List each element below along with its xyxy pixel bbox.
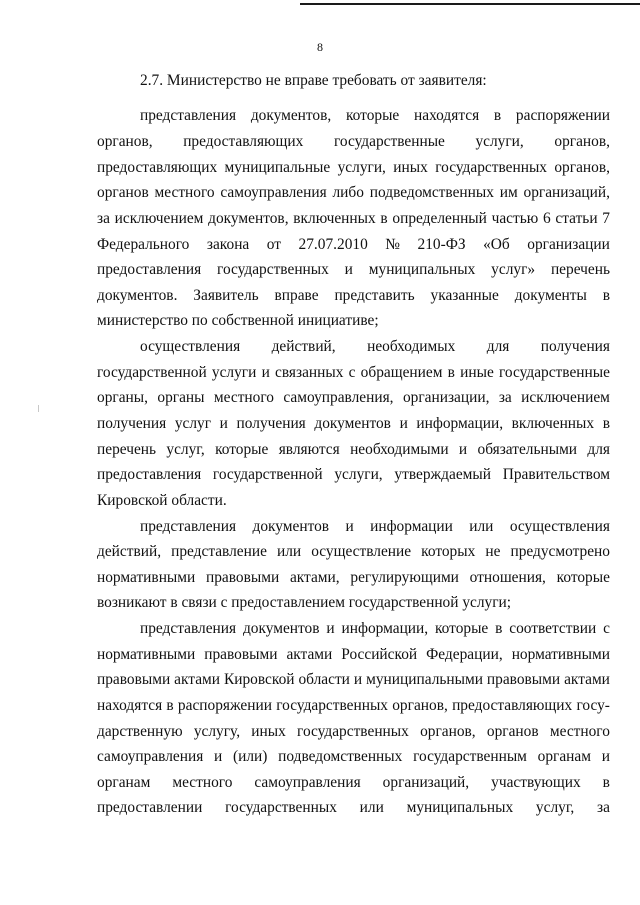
text-line: представления документов и информации, которые в соответствии с [140,620,610,637]
text-line: предоставляющих муниципальные услуги, иных государственных органов, [97,159,610,176]
text-line: министерство по собственной инициативе; [97,312,379,329]
text-line: действий, представление или осуществление которых не предусмотрено [97,543,610,560]
text-line: представления документов, которые находятся в распоряжении [140,107,610,124]
text-line: перечень услуг, которые являются необходимыми и обязательными для [97,441,610,458]
text-line: органам местного самоуправления организаций, участвующих в [97,774,610,791]
text-line: документов. Заявитель вправе представить указанные документы в [97,287,610,304]
text-line: самоуправления и (или) подведомственных государственным органам и [97,748,610,765]
text-line: представления документов и информации или осуществления [140,518,610,535]
text-line: органы, органы местного самоуправления, организации, за исключением [97,389,610,406]
text-line: дарственную услугу, иных государственных органов, органов местного [97,723,610,740]
text-line: органов, предоставляющих государственные услуги, органов, [97,133,610,150]
text-line: возникают в связи с предоставлением государственной услуги; [97,594,512,611]
text-line: правовыми актами Кировской области и муниципальными правовыми актами [97,671,610,688]
text-line: нормативными правовыми актами Российской Федерации, нормативными [97,646,610,663]
text-line: Кировской области. [97,492,227,509]
text-line: осуществления действий, необходимых для получения [140,338,610,355]
text-line: государственной услуги и связанных с обращением в иные государственные [97,364,610,381]
scan-speck [38,405,39,412]
text-line: Федерального закона от 27.07.2010 № 210-ФЗ «Об организации [97,236,610,253]
text-line: получения услуг и получения документов и информации, включенных в [97,415,610,432]
text-line: предоставления государственных и муниципальных услуг» перечень [97,261,610,278]
text-line: находятся в распоряжении государственных органов, предоставляющих госу- [97,697,610,714]
scan-top-border [300,3,640,5]
section-heading: 2.7. Министерство не вправе требовать от заявителя: [140,72,487,89]
text-line: органов местного самоуправления либо подведомственных им организаций, [97,184,610,201]
text-line: предоставления государственной услуги, утверждаемый Правительством [97,466,610,483]
text-line: предоставлении государственных или муниципальных услуг, за [97,799,610,816]
text-line: за исключением документов, включенных в определенный частью 6 статьи 7 [97,210,610,227]
page-number: 8 [317,40,323,54]
text-line: нормативными правовыми актами, регулирующими отношения, которые [97,569,610,586]
